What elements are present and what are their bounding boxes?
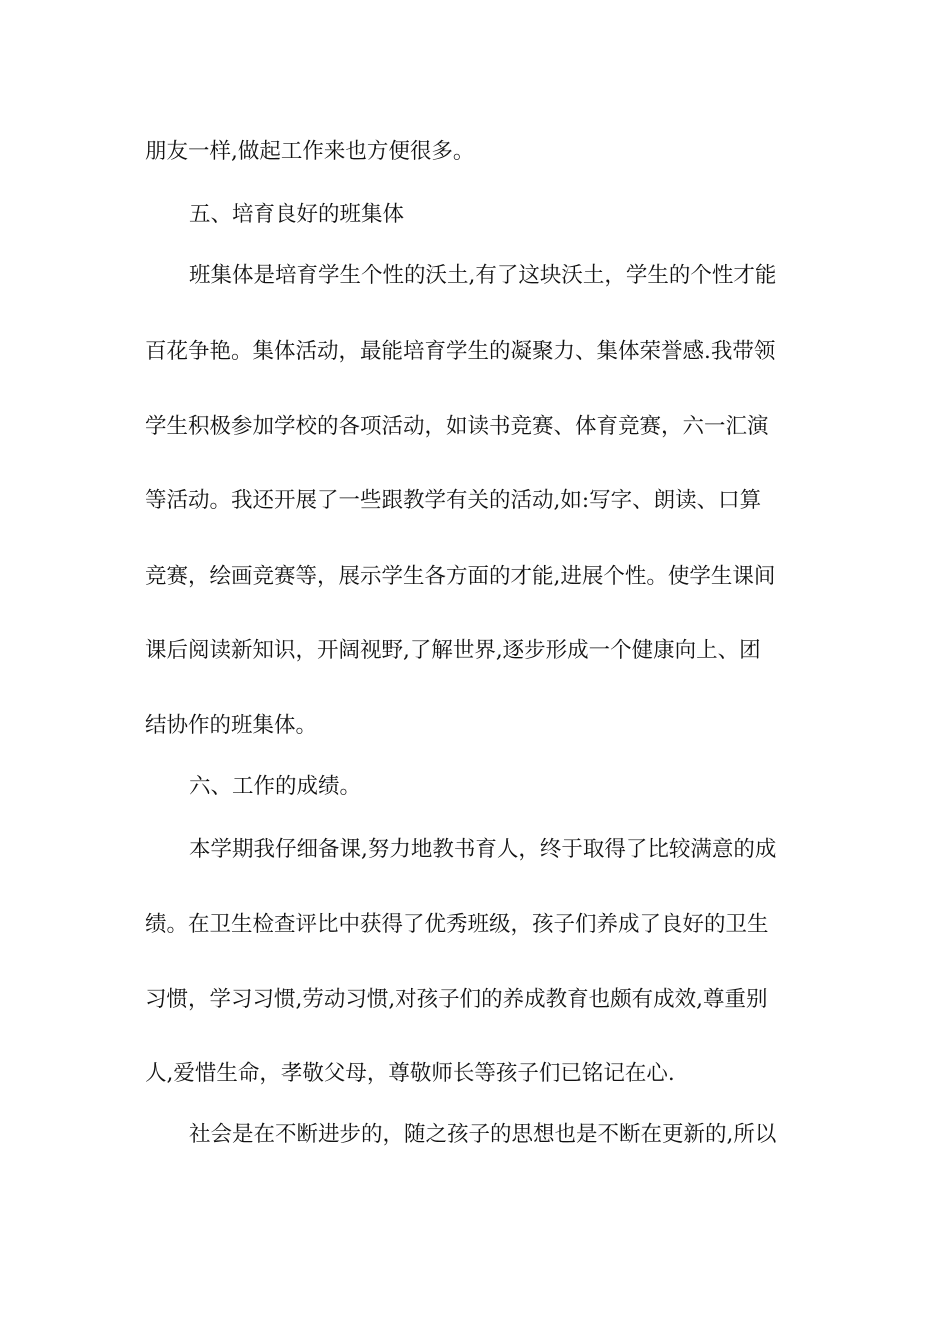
text-line: 绩。在卫生检查评比中获得了优秀班级，孩子们养成了良好的卫生	[145, 912, 769, 937]
text-line: 社会是在不断进步的，随之孩子的思想也是不断在更新的,所以	[189, 1122, 777, 1147]
text-line: 本学期我仔细备课,努力地教书育人，终于取得了比较满意的成	[189, 837, 777, 862]
text-line: 课后阅读新知识，开阔视野,了解世界,逐步形成一个健康向上、团	[145, 638, 761, 663]
text-line: 习惯，学习习惯,劳动习惯,对孩子们的养成教育也颇有成效,尊重别	[145, 987, 768, 1012]
text-line: 人,爱惜生命，孝敬父母，尊敬师长等孩子们已铭记在心.	[145, 1061, 675, 1086]
text-line: 班集体是培育学生个性的沃土,有了这块沃土，学生的个性才能	[189, 263, 777, 288]
text-line: 朋友一样,做起工作来也方便很多。	[145, 139, 475, 164]
text-line: 结协作的班集体。	[145, 713, 318, 738]
text-line: 百花争艳。集体活动，最能培育学生的凝聚力、集体荣誉感.我带领	[145, 339, 776, 364]
text-line: 等活动。我还开展了一些跟教学有关的活动,如:写字、朗读、口算	[145, 488, 762, 513]
section-heading: 五、培育良好的班集体	[189, 202, 405, 227]
section-heading: 六、工作的成绩。	[189, 774, 362, 799]
text-line: 学生积极参加学校的各项活动，如读书竞赛、体育竞赛，六一汇演	[145, 414, 769, 439]
text-line: 竞赛，绘画竞赛等，展示学生各方面的才能,进展个性。使学生课间	[145, 564, 776, 589]
